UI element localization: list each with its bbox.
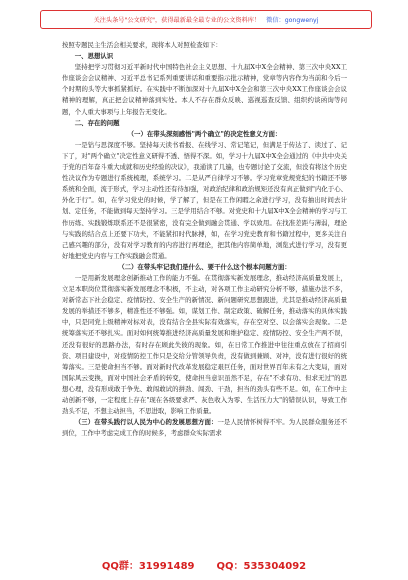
contact-footer (0, 557, 408, 572)
subsection-2-heading: （二）在带头牢记我们是什么、要干什么这个根本问题方面： (118, 262, 291, 271)
subsection-1-heading: （一）在带头深刻感悟"两个确立"的决定性意义方面： (127, 129, 282, 138)
subsection-2-paragraph: 一是用新发展理念创新推动工作的能力不强。在贯彻落实新发展理念，推动经济高质量发展上，立足本职岗位贯彻落实新发展理念不积极，不主动，对各项工作主动研究分析不够，措施办法不多，对新常态下社会稳定、疫情防控、安全生产的新情况、新问题研究思想跟进，尤其是推动经济高质量发展的举措还不够多，精准性还不够强。如，谋划工作、制定政策、破解任务，推动落实的具体实践中，只是同党上级精神对标对表，没有结合全县实际有效落实，存在空对空、以会落实会现象。二是统筹落实还不够扎实。面对如何统筹推进经济高质量发展和维护稳定、疫情防控、安全生产两不误，还没有很好的思路办法，有时存在顾此失彼的现象。如，在日常工作推进中往往重点放在了招商引资、项目建设中，对疫情防控工作只是交给分管领导负责，没有做到兼顾、对冲，没有进行很好的统筹落实。三是使命担当不够。面对新时代改革发展稳定艰巨任务，面对世界百年未有之大变局，面对国际风云变换，面对中国社会矛盾的转变，使命担当意识虽然不足，存在"不求有功、但求无过"的思想心理，没有形成敢于争先、敢闯敢试的拼劲、闯劲、干劲，担当的劲头有些不足。如，在工作中主动创新不够，一定程度上存在"现在各级要求严、灰色收入为零、生活压力大"的错误认识，导致工作劲头不足，不想主动担当，不思进取，影响工作质量。 (62, 273, 347, 416)
promo-banner (40, 10, 372, 29)
qq-number: QQ：535304092 (216, 561, 307, 572)
subsection-3-paragraph: 一是人民情怀树得不牢。为人民群众服务还不到位，工作中考虑完成工作的时候多，考虑群众实际需求 (62, 418, 348, 438)
section-1-heading: 一、思想认识 (74, 52, 114, 61)
qq-group: QQ群：31991489 (101, 561, 195, 572)
section-2-heading: 二、存在的问题 (74, 118, 120, 127)
promo-banner-text: 关注头条号"公文研究"，获得最新最全最专业的公文资料库！ (93, 17, 261, 24)
intro-paragraph: 按照专题民主生活会相关要求，现将本人对照检查如下： (62, 41, 222, 49)
wechat-id: 微信：gongwenyj (266, 17, 319, 24)
subsection-1-paragraph: 一是钻与思深度不够。坚持每天读书看报、在线学习、常记笔记，但满足于传达了、读过了、记下了，对"两个确立"决定性意义研得不透、悟得不深。如，学习十九届Ⅹ中Ⅹ全会通过的《中共中央关于党的百年奋斗重大成就和历史经验的决议》，我通读了几遍，也专题讨论了交流，但没有将这个历史性决议作为专题进行系统梳理，系统学习。二是从严自律学习不够。学习党章党规党纪的书籍还不够系统和全面，流于形式，学习主动性还有待加强，对政治纪律和政治规矩还没有真正做到"内化于心、外化于行"。如，在学习党史的时候，学了解了，但是在工作闲暇之余进行学习，没有抽出时间去计划、定任务，不能做到每天坚持学习。三是学用结合不够。对党史和十九届Ⅹ中Ⅹ全会精神的学习与工作历练、实践锻炼联系还不是很紧密，没有完全做到融会贯通、学以致用。在找准差距与薄弱，理论与实践的结合点上还要下功夫，不能紧扣时代脉搏，如，在学习党史教育和书籍过程中，更多关注自己感兴趣的部分，没有对学习教育的内容进行再理论，把其他内容简单地，浏览式进行学习，没有更好地把党史内容与工作实践融会贯通。 (62, 140, 347, 260)
document-body (62, 40, 347, 439)
subsection-3-heading: （三）在带头践行以人民为中心的发展思想方面： (74, 418, 218, 427)
section-1-paragraph: 坚持把学习贯彻习近平新时代中国特色社会主义思想、十九届Ⅹ中Ⅹ全会精神、第三次中央ⅩⅩ工作座谈会会议精神、习近平总书记系列重要讲话和重要指示批示精神，党章等内容作为当前和今后一个时期的头等大事抓紧抓好。在实践中不断加深对十九届Ⅹ中Ⅹ全会和第三次中央ⅩⅩ工作座谈会会议精神的理解，真正把会议精神落到实处。本人不存在群众反映、巡视巡查反馈、组织约谈函询等问题，个人重大事项与上年报告无变化。 (62, 63, 347, 116)
